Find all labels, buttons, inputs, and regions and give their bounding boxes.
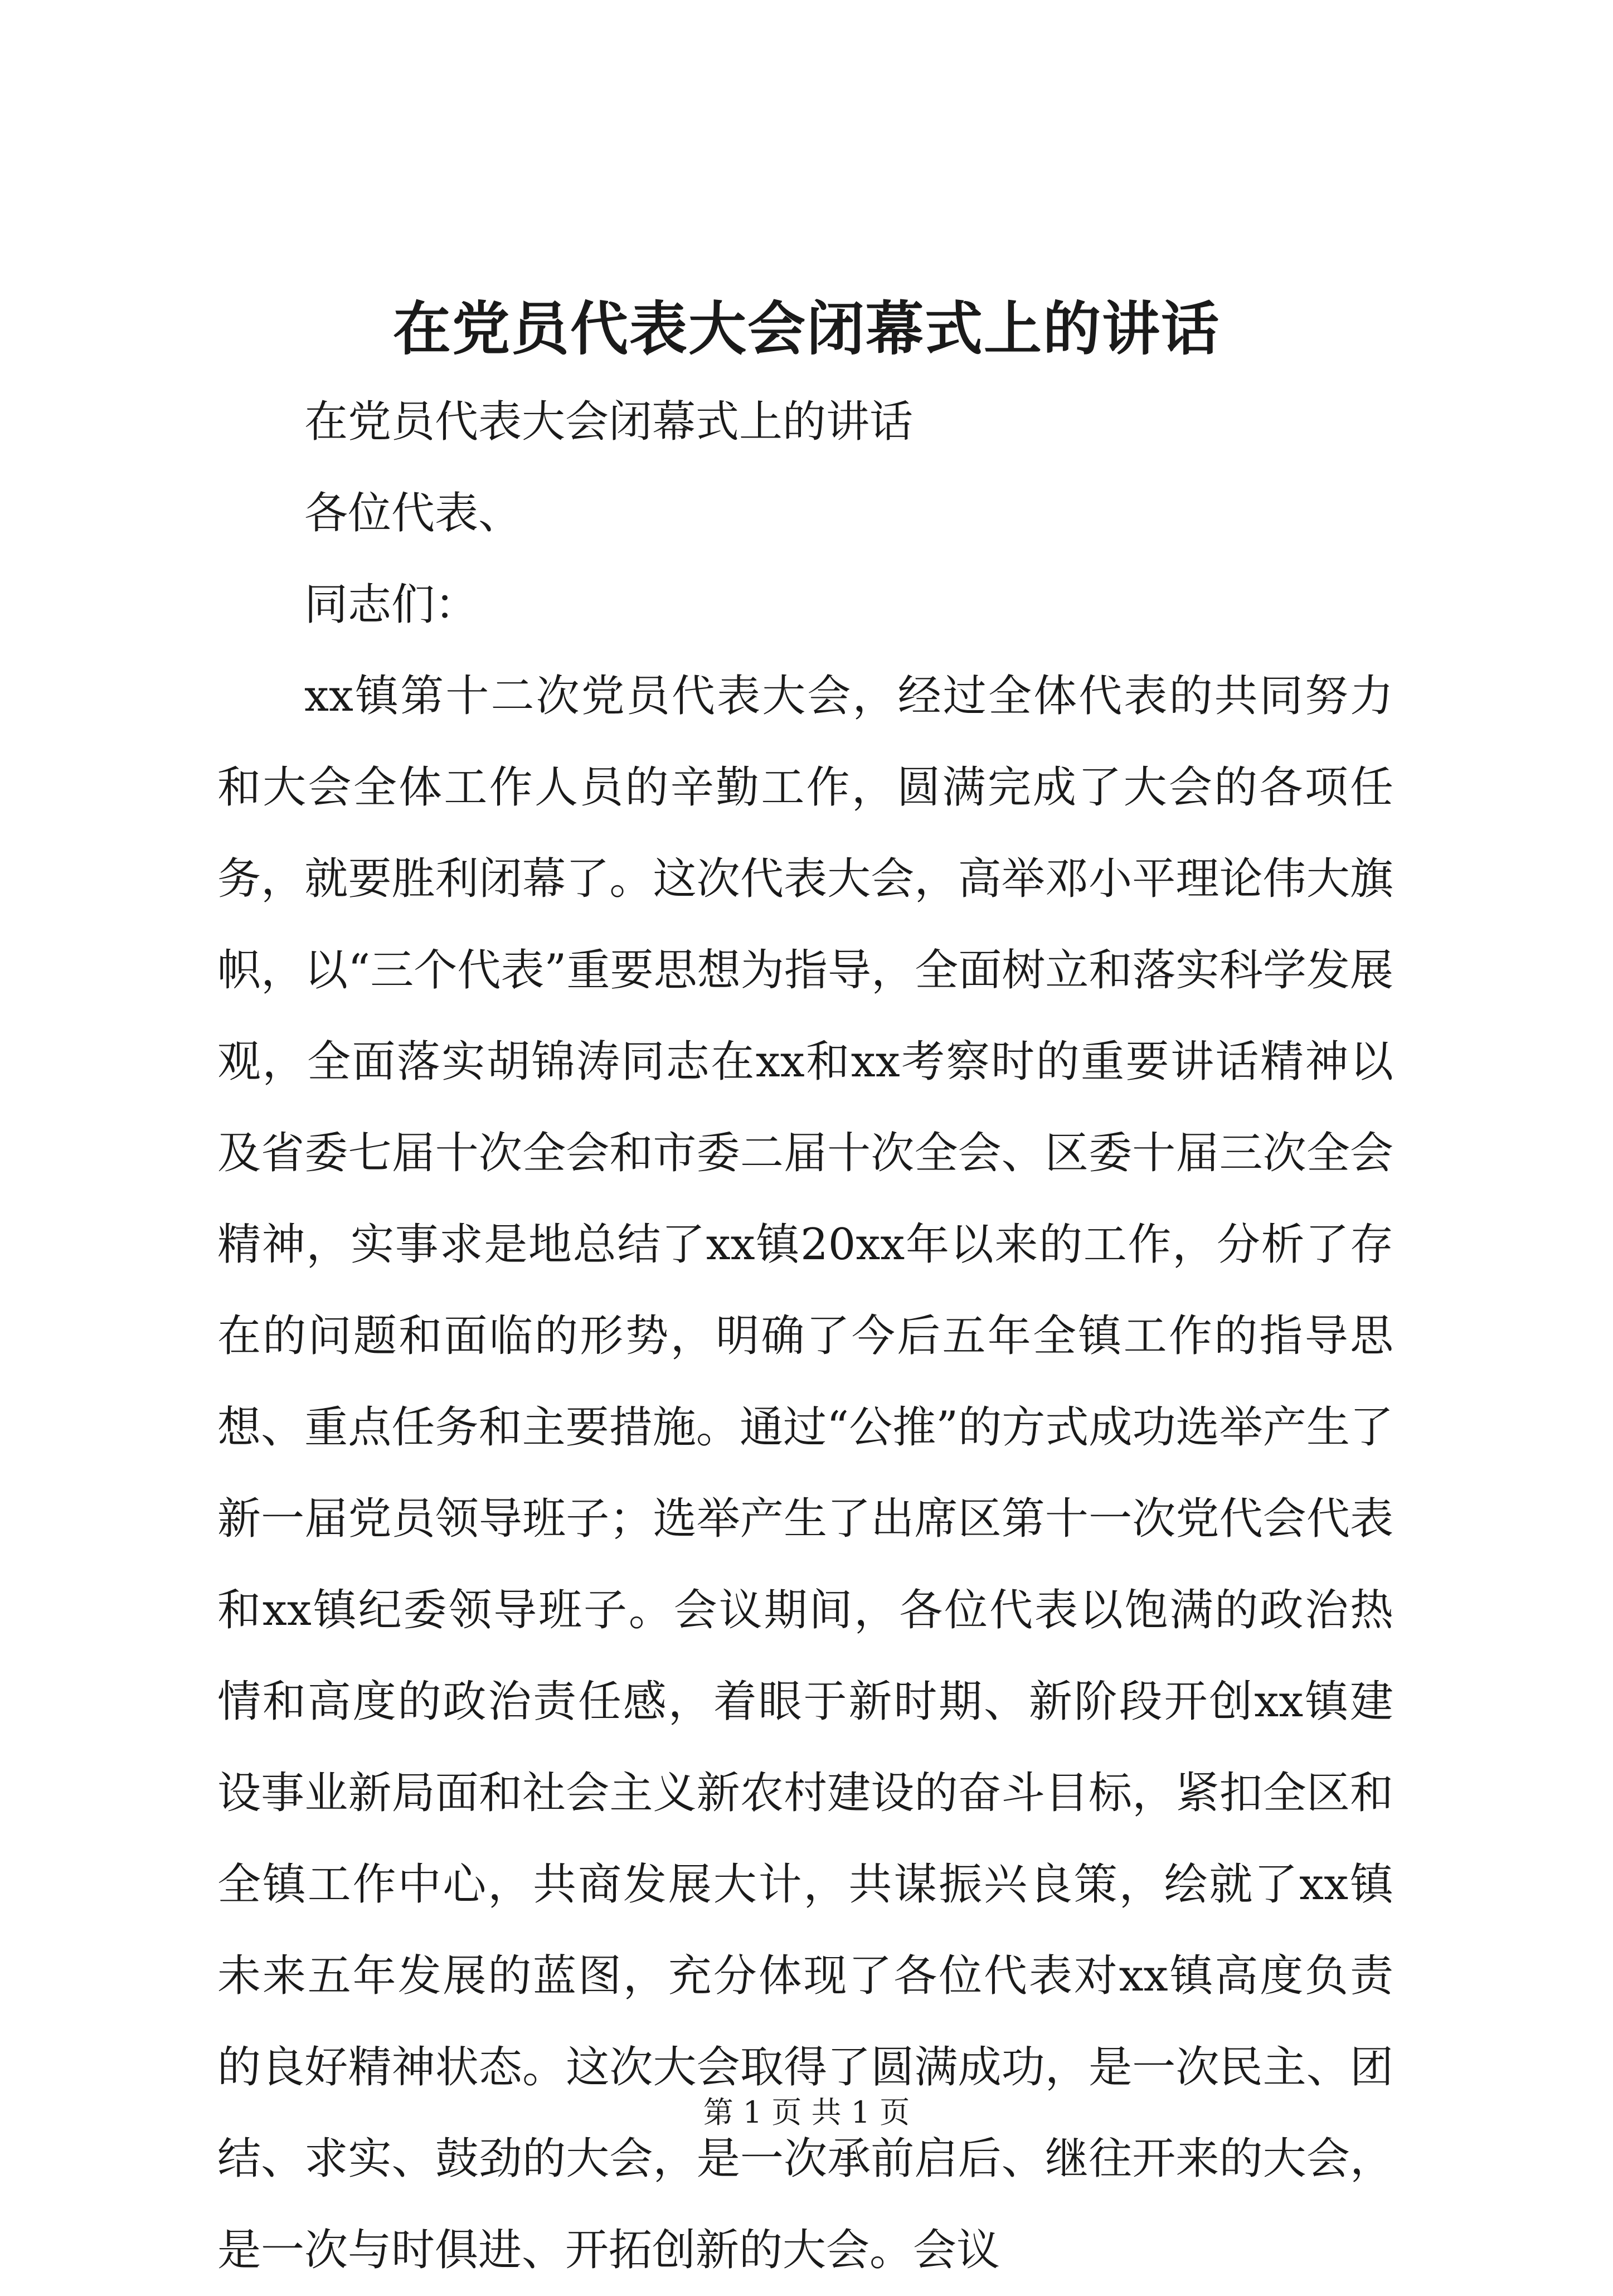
salutation-delegates: 各位代表、 [304, 488, 522, 538]
salutation-comrades: 同志们： [304, 580, 479, 630]
page-number-footer: 第 1 页 共 1 页 [703, 2095, 910, 2130]
page-title: 在党员代表大会闭幕式上的讲话 [392, 294, 1220, 363]
document-subtitle: 在党员代表大会闭幕式上的讲话 [304, 397, 914, 447]
body-paragraph: xx镇第十二次党员代表大会，经过全体代表的共同努力和大会全体工作人员的辛勤工作，圆满完成了大会的各项任务，就要胜利闭幕了。这次代表大会，高举邓小平理论伟大旗帜，以“三个代表”重要思想为指导，全面树立和落实科学发展观，全面落实胡锦涛同志在xx和xx考察时的重要讲话精神以及省委七届十次全会和市委二届十次全会、区委十届三次全会精神，实事求是地总结了xx镇20xx年以来的工作，分析了存在的问题和面临的形势，明确了今后五年全镇工作的指导思想、重点任务和主要措施。通过“公推”的方式成功选举产生了新一届党员领导班子；选举产生了出席区第十一次党代会代表和xx镇纪委领导班子。会议期间，各位代表以饱满的政治热情和高度的政治责任感，着眼于新时期、新阶段开创xx镇建设事业新局面和社会主义新农村建设的奋斗目标，紧扣全区和全镇工作中心，共商发展大计，共谋振兴良策，绘就了xx镇未来五年发展的蓝图，充分体现了各位代表对xx镇高度负责的良好精神状态。这次大会取得了圆满成功，是一次民主、团结、求实、鼓劲的大会，是一次承前启后、继往开来的大会，是一次与时俱进、开拓创新的大会。会议 [217, 671, 1393, 2275]
